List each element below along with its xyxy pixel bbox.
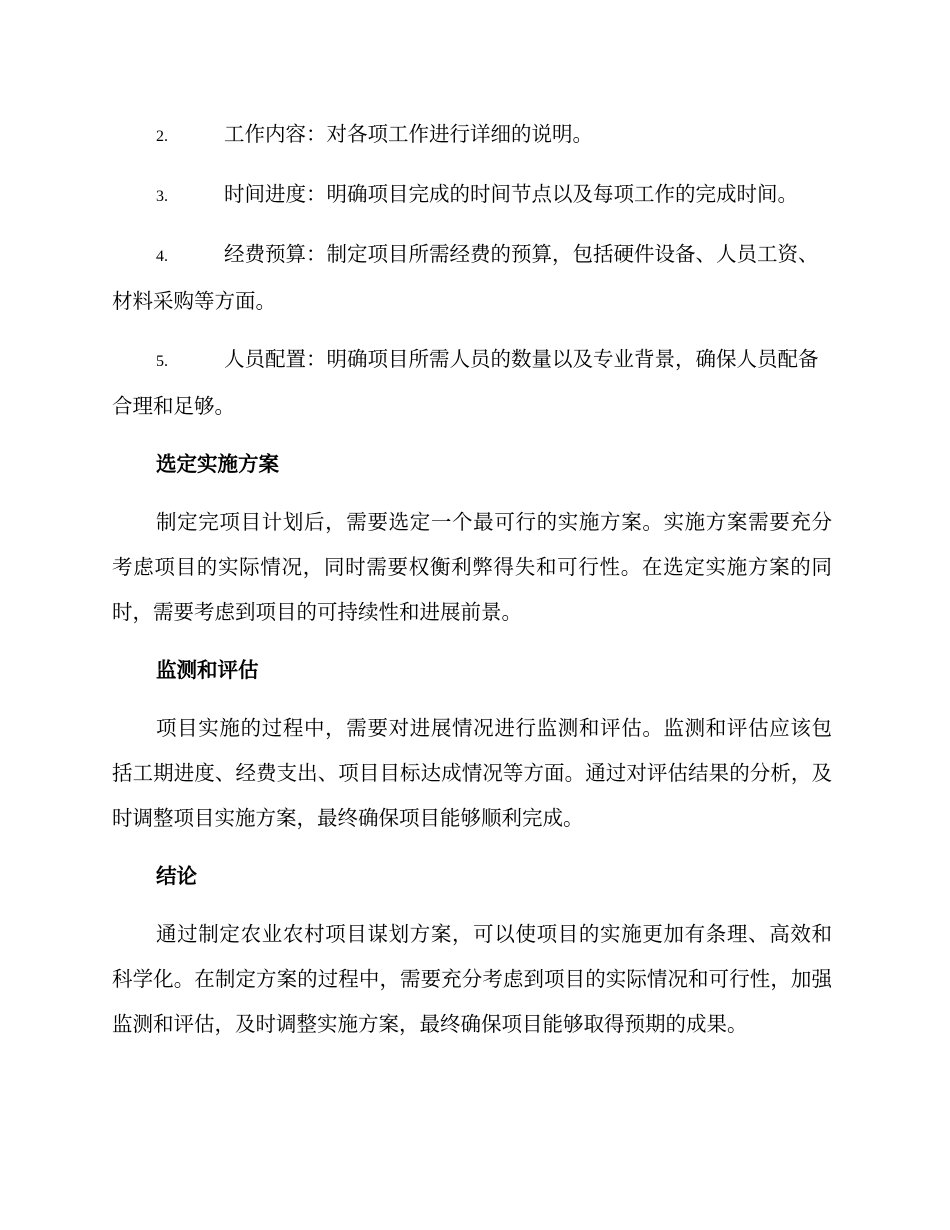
list-text: 经费预算：制定项目所需经费的预算，包括硬件设备、人员工资、材料采购等方面。 bbox=[112, 242, 819, 313]
section-paragraph: 通过制定农业农村项目谋划方案，可以使项目的实施更加有条理、高效和科学化。在制定方案的过程中，需要充分考虑到项目的实际情况和可行性，加强监测和评估，及时调整实施方案，最终确保项目能够取得预期的成果。 bbox=[112, 922, 832, 1036]
list-text: 时间进度：明确项目完成的时间节点以及每项工作的完成时间。 bbox=[224, 182, 798, 206]
section-paragraph: 项目实施的过程中，需要对进展情况进行监测和评估。监测和评估应该包括工期进度、经费支出、项目目标达成情况等方面。通过对评估结果的分析，及时调整项目实施方案，最终确保项目能够顺利完成。 bbox=[112, 716, 832, 830]
list-item bbox=[112, 172, 832, 219]
list-text: 人员配置：明确项目所需人员的数量以及专业背景，确保人员配备合理和足够。 bbox=[112, 347, 819, 418]
list-text: 工作内容：对各项工作进行详细的说明。 bbox=[224, 122, 593, 146]
list-number: 3. bbox=[156, 188, 168, 205]
list-item bbox=[112, 112, 832, 159]
section-heading: 结论 bbox=[156, 864, 197, 888]
list-number: 2. bbox=[156, 128, 168, 145]
section-heading: 选定实施方案 bbox=[156, 452, 279, 476]
list-number: 5. bbox=[156, 353, 168, 370]
list-item bbox=[112, 232, 832, 324]
section-heading: 监测和评估 bbox=[156, 658, 259, 682]
list-number: 4. bbox=[156, 248, 168, 265]
section-paragraph: 制定完项目计划后，需要选定一个最可行的实施方案。实施方案需要充分考虑项目的实际情况，同时需要权衡利弊得失和可行性。在选定实施方案的同时，需要考虑到项目的可持续性和进展前景。 bbox=[112, 510, 832, 624]
list-item bbox=[112, 337, 832, 429]
